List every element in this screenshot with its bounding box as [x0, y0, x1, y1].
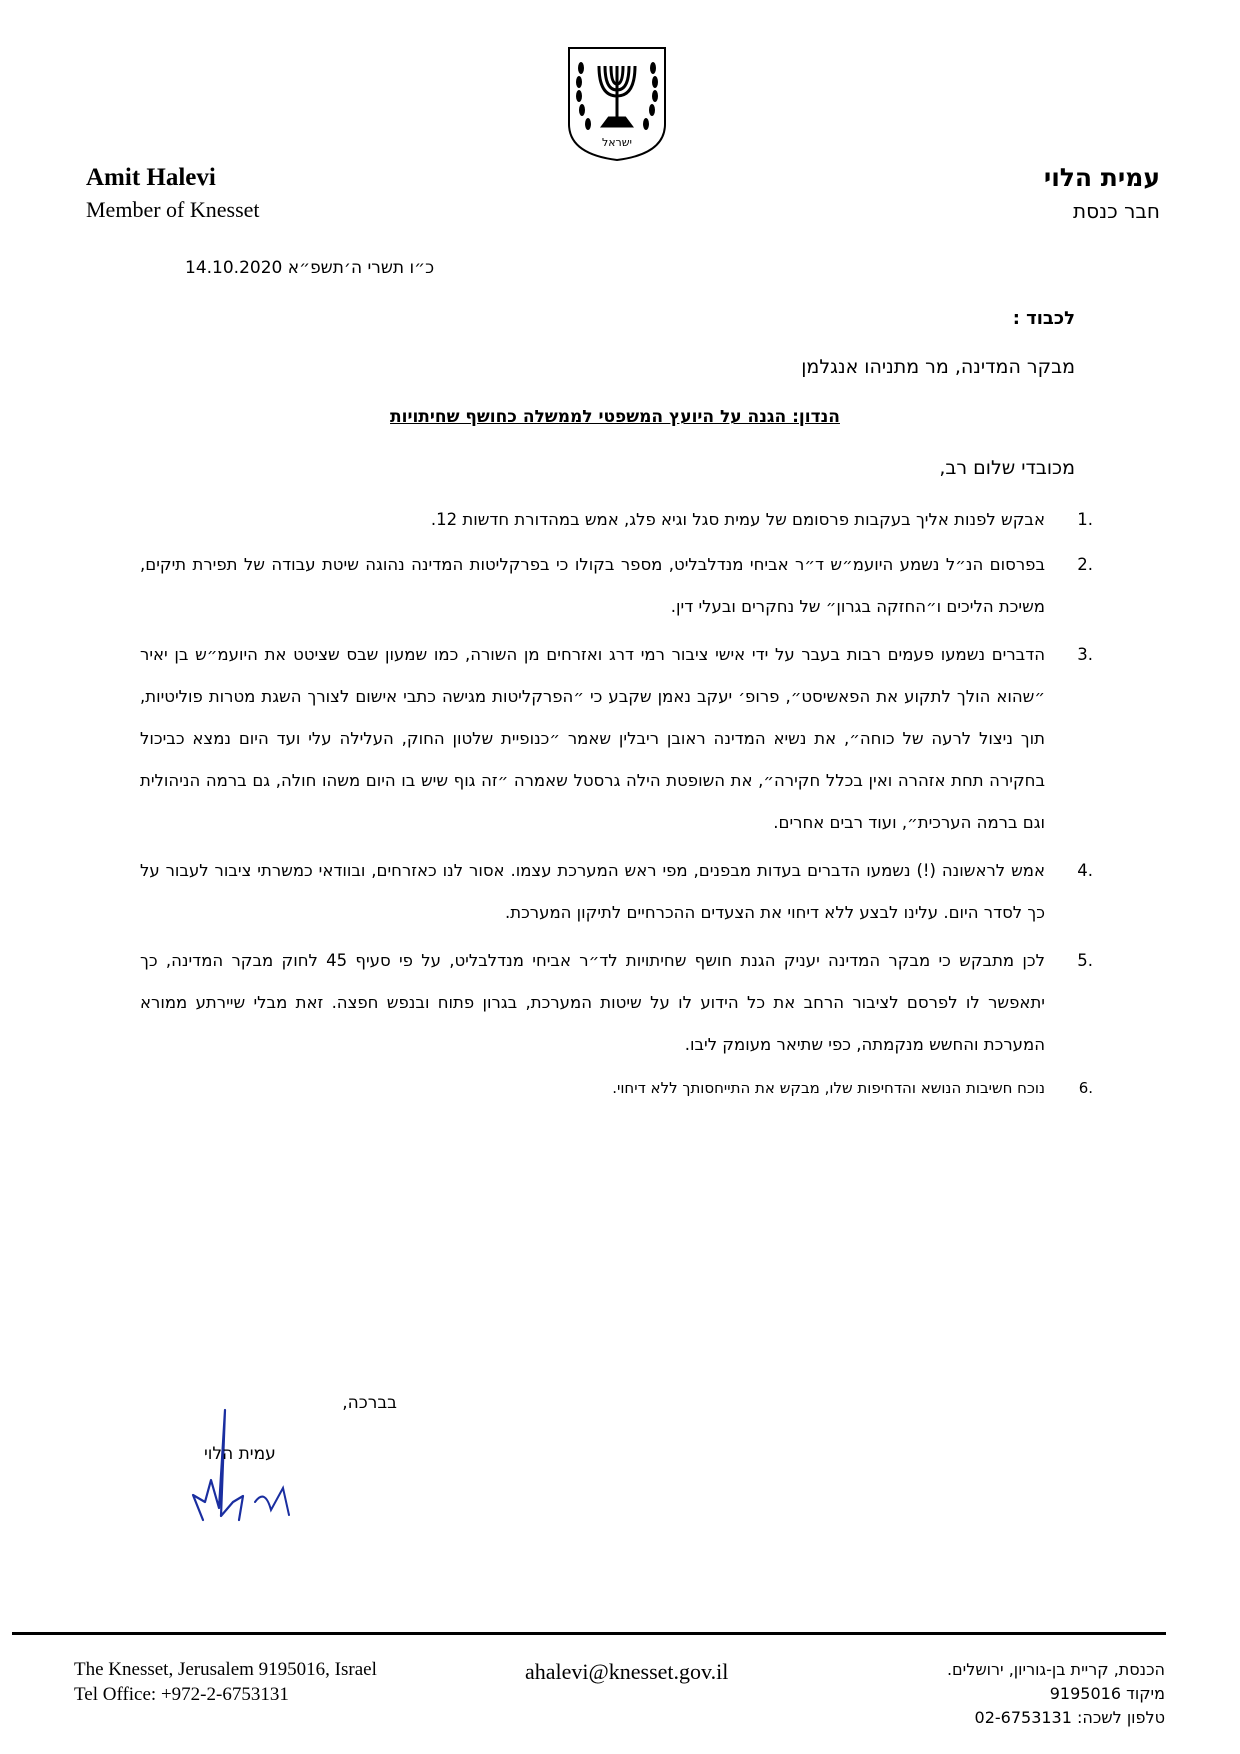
list-item: [140, 634, 1093, 844]
footer-address-hebrew: הכנסת, קריית בן-גוריון, ירושלים.: [946, 1660, 1165, 1679]
salutation-to: לכבוד :: [1012, 308, 1075, 329]
item-number: 6.: [1078, 1079, 1093, 1097]
state-emblem: [565, 46, 669, 162]
footer-email[interactable]: ahalevi@knesset.gov.il: [525, 1659, 729, 1684]
footer-phone-english: Tel Office: +972-2-6753131: [74, 1684, 289, 1705]
list-item: [140, 1072, 1093, 1105]
letter-body-list: [140, 503, 1093, 1105]
menorah-icon: [599, 66, 635, 126]
item-number: 5.: [1077, 951, 1093, 970]
emblem-label: ישראל: [601, 136, 633, 149]
item-text: הדברים נשמעו פעמים רבות בעבר על ידי אישי ציבור רמי דרג ואזרחים מן השורה, כמו שמעון שבס שציטט את היועמ״ש בן יאיר ״שהוא הולך לתקוע את הפאשיסט״, פרופ׳ יעקב נאמן שקבע כי ״הפרקליטות מגישה כתבי אישום לצורך השגת מטרות פוליטיות, תוך ניצול לרעה של כוחה״, את נשיא המדינה ראובן ריבלין שאמר ״כנופיית שלטון החוק, העלילה עלי ועד היום נמצא כביכול בחקירה תחת אזהרה ואין בכלל חקירה״, את השופטת הילה גרסטל שאמרה ״זה גוף שיש בו היום משהו חולה, גם ברמה הניהולית וגם ברמה הערכית״, ועוד רבים אחרים.: [140, 645, 1045, 832]
footer-zip-hebrew: מיקוד 9195016: [1049, 1684, 1165, 1703]
item-number: 1.: [1077, 510, 1093, 529]
member-title-english: Member of Knesset: [86, 197, 260, 222]
member-title-hebrew: חבר כנסת: [1073, 199, 1160, 223]
recipient-line: מבקר המדינה, מר מתניהו אנגלמן: [801, 356, 1075, 378]
item-number: 3.: [1077, 645, 1093, 664]
item-number: 2.: [1077, 555, 1093, 574]
item-text: אמש לראשונה (!) נשמעו הדברים בעדות מבפנים, מפי ראש המערכת עצמו. אסור לנו כאזרחים, ובוודאי כמשרתי ציבור לעבור על כך לסדר היום. עלינו לבצע ללא דיחוי את הצעדים ההכרחיים לתיקון המערכת.: [140, 861, 1045, 922]
item-text: אבקש לפנות אליך בעקבות פרסומם של עמית סגל וגיא פלג, אמש במהדורת חדשות 12.: [430, 510, 1045, 529]
item-text: בפרסום הנ״ל נשמע היועמ״ש ד״ר אביחי מנדלבליט, מספר בקולו כי בפרקליטות המדינה נהוגה שיטת עבודה של תפירת תיקים, משיכת הליכים ו״החזקה בגרון״ של נחקרים ובעלי דין.: [140, 555, 1045, 616]
footer-address-english: The Knesset, Jerusalem 9195016, Israel: [74, 1659, 377, 1680]
subject-line: הנדון: הגנה על היועץ המשפטי לממשלה כחושף שחיתויות: [390, 407, 840, 427]
greeting: מכובדי שלום רב,: [939, 457, 1075, 479]
member-name-hebrew: עמית הלוי: [1043, 163, 1160, 192]
footer-phone-hebrew: טלפון לשכה: 02-6753131: [974, 1708, 1165, 1727]
item-text: לכן מתבקש כי מבקר המדינה יעניק הגנת חושף שחיתויות לד״ר אביחי מנדלבליט, על פי סעיף 45 לחוק מבקר המדינה, כך יתאפשר לו לפרסם לציבור הרחב את כל הידוע לו על שיטות המערכת, בגרון פתוח ובנפש חפצה. זאת מבלי שיירתע ממורא המערכת והחשש מנקמתה, כפי שתיאר מעומק ליבו.: [140, 951, 1045, 1054]
item-text: נוכח חשיבות הנושא והדחיפות שלו, מבקש את התייחסותך ללא דיחוי.: [612, 1079, 1045, 1097]
member-name-english: Amit Halevi: [86, 164, 216, 191]
letter-date: כ״ו תשרי ה׳תשפ״א 14.10.2020: [185, 258, 435, 278]
signature-name: עמית הלוי: [204, 1444, 276, 1464]
list-item: [140, 544, 1093, 628]
closing-text: בברכה,: [342, 1393, 397, 1413]
item-number: 4.: [1077, 861, 1093, 880]
footer-divider: [12, 1632, 1166, 1635]
list-item: [140, 940, 1093, 1066]
list-item: [140, 850, 1093, 934]
list-item: [140, 503, 1093, 536]
